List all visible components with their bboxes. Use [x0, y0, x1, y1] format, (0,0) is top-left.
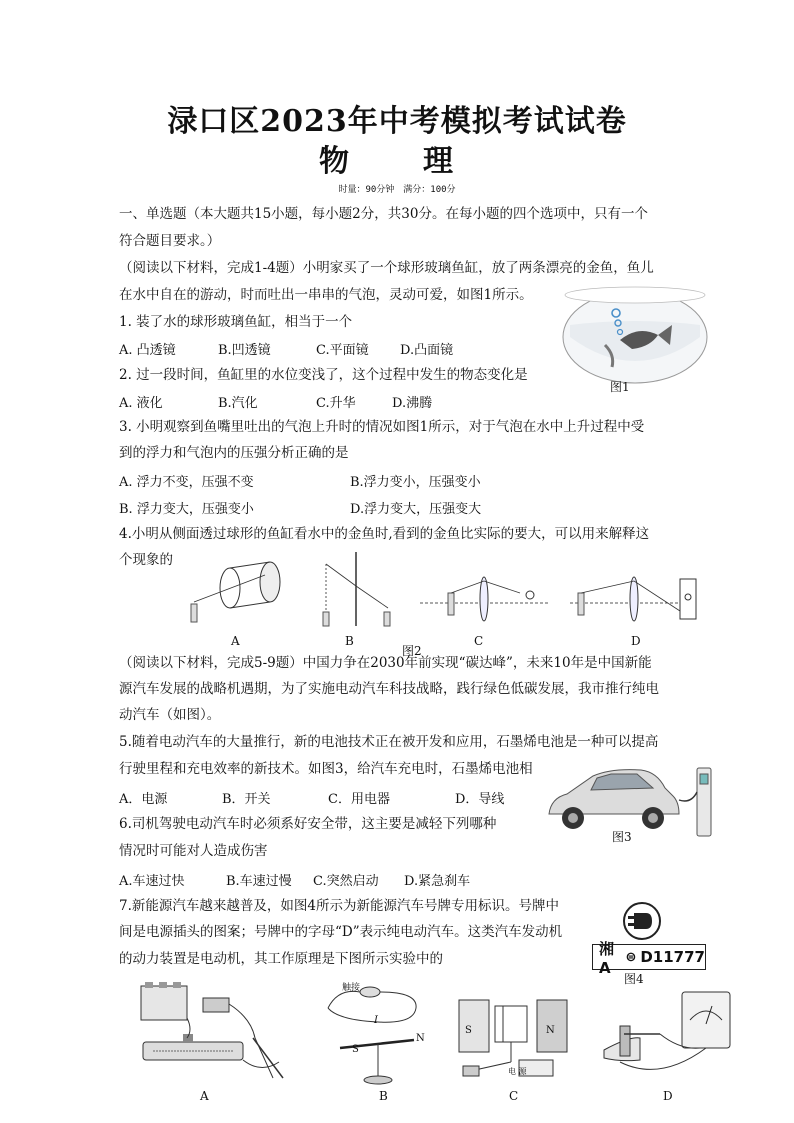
figure2-diagram-d — [570, 575, 700, 625]
q7-b-n-label: N — [416, 1033, 425, 1044]
reading2-line1: （阅读以下材料，完成5-9题）中国力争在2030年前实现“碳达峰”，未来10年是中国新能 — [119, 655, 652, 671]
license-plate — [592, 939, 706, 977]
plate-region: 湘A — [599, 939, 615, 977]
section-heading-line1: 一、单选题（本大题共15小题，每小题2分，共30分。在每小题的四个选项中，只有一个 — [119, 206, 648, 222]
q1-option-c[interactable]: C.平面镜 — [316, 343, 369, 358]
figure1-label: 图1 — [610, 380, 630, 394]
q4-stem-line1: 4.小明从侧面透过球形的鱼缸看水中的金鱼时,看到的金鱼比实际的要大，可以用来解释这 — [119, 526, 650, 542]
q1-option-d[interactable]: D.凸面镜 — [400, 343, 454, 358]
q7-b-current-label: I — [374, 1015, 378, 1026]
q2-option-a[interactable]: A. 液化 — [119, 396, 163, 411]
q5-option-a[interactable]: A．电源 — [119, 792, 168, 807]
reading2-line3: 动汽车（如图）。 — [119, 707, 221, 723]
q3-stem-line1: 3. 小明观察到鱼嘴里吐出的气泡上升时的情况如图1所示，对于气泡在水中上升过程中受 — [119, 419, 645, 435]
q7-label-a: A — [200, 1089, 209, 1103]
q2-option-c[interactable]: C.升华 — [316, 396, 356, 411]
q7-c-s-label: S — [465, 1025, 472, 1036]
q5-option-b[interactable]: B．开关 — [222, 792, 271, 807]
q7-c-n-label: N — [546, 1025, 555, 1036]
q6-stem-line2: 情况时可能对人造成伤害 — [119, 843, 268, 859]
figure2-label-a: A — [231, 634, 240, 648]
figure2-diagram-c — [420, 575, 550, 625]
q1-stem: 1. 装了水的球形玻璃鱼缸，相当于一个 — [119, 314, 353, 330]
q3-option-b[interactable]: B.浮力变小，压强变小 — [350, 475, 481, 490]
figure2-label-c: C — [474, 634, 484, 648]
exam-meta: 时量：90分钟 满分：100分 — [338, 185, 456, 195]
q2-option-b[interactable]: B.汽化 — [218, 396, 258, 411]
q7-diagram-a — [133, 978, 288, 1088]
q4-stem-line2: 个现象的 — [119, 552, 173, 568]
q2-stem: 2. 过一段时间，鱼缸里的水位变浅了，这个过程中发生的物态变化是 — [119, 367, 528, 383]
plug-symbol-icon — [622, 902, 662, 940]
figure2-diagram-b — [318, 552, 398, 632]
fishbowl-figure — [560, 285, 710, 395]
q6-option-d[interactable]: D.紧急刹车 — [404, 874, 471, 889]
q6-option-a[interactable]: A.车速过快 — [119, 874, 185, 889]
q7-stem-line1: 7.新能源汽车越来越普及，如图4所示为新能源汽车号牌专用标识。号牌中 — [119, 898, 559, 914]
figure2-diagram-a — [185, 560, 285, 630]
q3-option-c[interactable]: B. 浮力变大，压强变小 — [119, 502, 254, 517]
figure2-label-d: D — [631, 634, 641, 648]
q7-b-touch-label: 触接 — [342, 983, 361, 993]
page-title: 渌口区2023年中考模拟考试试卷 — [167, 104, 627, 139]
figure3-label: 图3 — [612, 830, 632, 844]
q7-label-d: D — [663, 1089, 673, 1103]
q3-option-d[interactable]: D.浮力变大，压强变大 — [350, 502, 482, 517]
q5-stem-line2: 行驶里程和充电效率的新技术。如图3，给汽车充电时，石墨烯电池相 — [119, 761, 533, 777]
q3-stem-line2: 到的浮力和气泡内的压强分析正确的是 — [119, 445, 349, 461]
figure4-label: 图4 — [624, 972, 644, 986]
q6-option-c[interactable]: C.突然启动 — [313, 874, 379, 889]
figure2-label: 图2 — [402, 644, 422, 658]
q7-c-source-label: 电 源 — [508, 1067, 527, 1076]
plug-small-icon: ⊜ — [625, 949, 637, 965]
q6-option-b[interactable]: B.车速过慢 — [226, 874, 292, 889]
q1-option-a[interactable]: A. 凸透镜 — [119, 343, 176, 358]
q7-diagram-d — [600, 990, 735, 1084]
q6-stem-line1: 6.司机驾驶电动汽车时必须系好安全带，这主要是减轻下列哪种 — [119, 816, 497, 832]
q7-label-c: C — [509, 1089, 519, 1103]
q3-option-a[interactable]: A. 浮力不变，压强不变 — [119, 475, 254, 490]
q7-stem-line2: 间是电源插头的图案；号牌中的字母“D”表示纯电动汽车。这类汽车发动机 — [119, 924, 563, 940]
q7-b-s-label: S — [352, 1044, 359, 1055]
q2-option-d[interactable]: D.沸腾 — [392, 396, 433, 411]
reading1-line2: 在水中自在的游动，时而吐出一串串的气泡，灵动可爱，如图1所示。 — [119, 287, 533, 303]
figure2-label-b: B — [345, 634, 354, 648]
plate-number: D11777 — [640, 948, 705, 966]
section-heading-line2: 符合题目要求。） — [119, 233, 221, 249]
subject-title: 物 理 — [319, 144, 475, 179]
q5-option-d[interactable]: D．导线 — [455, 792, 505, 807]
q5-option-c[interactable]: C．用电器 — [328, 792, 390, 807]
q5-stem-line1: 5.随着电动汽车的大量推行，新的电池技术正在被开发和应用，石墨烯电池是一种可以提高 — [119, 734, 659, 750]
reading1-line1: （阅读以下材料，完成1-4题）小明家买了一个球形玻璃鱼缸，放了两条漂亮的金鱼，鱼儿 — [119, 260, 654, 276]
q7-label-b: B — [379, 1089, 388, 1103]
reading2-line2: 源汽车发展的战略机遇期，为了实施电动汽车科技战略，践行绿色低碳发展，我市推行纯电 — [119, 681, 659, 697]
q7-stem-line3: 的动力装置是电动机，其工作原理是下图所示实验中的 — [119, 951, 443, 967]
q1-option-b[interactable]: B.凹透镜 — [218, 343, 271, 358]
